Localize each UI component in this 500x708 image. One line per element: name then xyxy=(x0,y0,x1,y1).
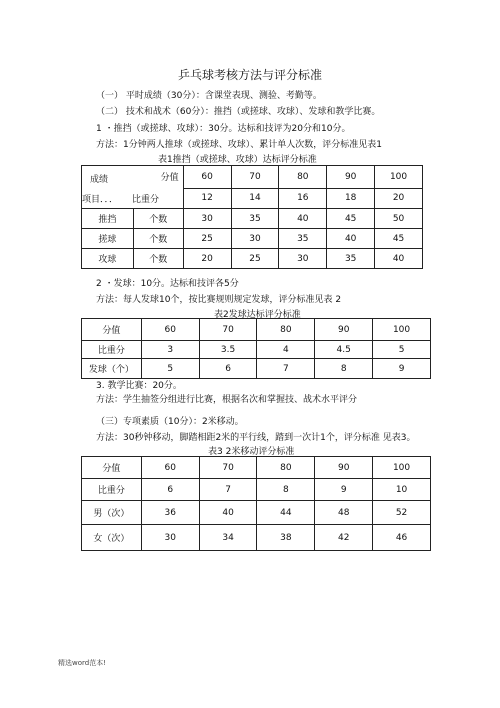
method-serve: 方法：每人发球10个，按比赛规则规定发球，评分标准见表 2 xyxy=(96,295,342,305)
table-cell: 7 xyxy=(199,479,257,501)
footer-note: 精选word范本! xyxy=(58,659,107,667)
table-cell: 6 xyxy=(199,359,257,379)
table-cell: 10 xyxy=(373,479,431,501)
table-cell: 48 xyxy=(315,501,373,525)
table1-score-cell: 70 xyxy=(231,166,279,189)
table-cell: 35 xyxy=(327,249,375,269)
table-row xyxy=(82,457,431,479)
table-cell: 60 xyxy=(141,457,199,479)
row-label: 比重分 xyxy=(82,479,142,501)
table-row xyxy=(82,229,423,249)
table-cell: 30 xyxy=(183,209,231,229)
section-special-fitness: （三）专项素质（10分）：2米移动。 xyxy=(96,417,244,427)
item-serve: 2 ・发球：10分。达标和技评各5分 xyxy=(96,279,239,289)
row-item: 攻球 xyxy=(82,249,134,269)
table-cell: 4.5 xyxy=(315,341,373,359)
table1-weight-cell: 14 xyxy=(231,188,279,208)
table1-score-cell: 80 xyxy=(279,166,327,189)
table-row xyxy=(82,341,431,359)
table-cell: 30 xyxy=(141,525,199,551)
method-push-block: 方法：1分钟两人推球（或搓球、攻球）、累计单人次数，评分标准见表1 xyxy=(96,140,382,150)
table1-weight-cell: 16 xyxy=(279,188,327,208)
section-technique: （二） 技术和战术（60分）：推挡（或搓球、攻球）、发球和教学比赛。 xyxy=(96,107,381,117)
table2-serve-standard xyxy=(81,318,431,379)
table-cell: 70 xyxy=(199,457,257,479)
table1-diagonal-header xyxy=(82,166,184,209)
table-cell: 20 xyxy=(183,249,231,269)
table-cell: 30 xyxy=(279,249,327,269)
table-cell: 3.5 xyxy=(199,341,257,359)
table-cell: 80 xyxy=(257,319,315,341)
table-cell: 9 xyxy=(315,479,373,501)
table-cell: 7 xyxy=(257,359,315,379)
table-cell: 52 xyxy=(373,501,431,525)
row-label: 分值 xyxy=(82,319,142,341)
table-cell: 40 xyxy=(279,209,327,229)
method-teaching-match: 方法：学生抽签分组进行比赛，根据名次和掌握技、战术水平评分 xyxy=(96,395,358,405)
row-unit: 个数 xyxy=(133,229,183,249)
table-cell: 9 xyxy=(373,359,431,379)
table-cell: 40 xyxy=(327,229,375,249)
table-row xyxy=(82,525,431,551)
table1-weight-label: 比重分 xyxy=(132,195,160,205)
table1-score-cell: 90 xyxy=(327,166,375,189)
table1-score-cell: 100 xyxy=(375,166,423,189)
table-cell: 80 xyxy=(257,457,315,479)
table-cell: 35 xyxy=(231,209,279,229)
table-cell: 60 xyxy=(141,319,199,341)
table-cell: 50 xyxy=(375,209,423,229)
table-cell: 38 xyxy=(257,525,315,551)
row-label: 男（次） xyxy=(82,501,142,525)
table-cell: 35 xyxy=(279,229,327,249)
table1-header-top: 成绩 xyxy=(90,175,109,185)
table-cell: 3 xyxy=(141,341,199,359)
table-row xyxy=(82,479,431,501)
table-cell: 44 xyxy=(257,501,315,525)
row-item: 搓球 xyxy=(82,229,134,249)
table-cell: 40 xyxy=(375,249,423,269)
table1-score-cell: 60 xyxy=(183,166,231,189)
table1-weight-cell: 12 xyxy=(183,188,231,208)
table-cell: 25 xyxy=(231,249,279,269)
table1-header-bottom: 项目．．． xyxy=(82,195,119,205)
table-cell: 45 xyxy=(375,229,423,249)
table1-weight-cell: 20 xyxy=(375,188,423,208)
table-cell: 46 xyxy=(373,525,431,551)
table-cell: 90 xyxy=(315,457,373,479)
table-row xyxy=(82,359,431,379)
table-cell: 34 xyxy=(199,525,257,551)
table-cell: 4 xyxy=(257,341,315,359)
table-cell: 5 xyxy=(373,341,431,359)
table-cell: 6 xyxy=(141,479,199,501)
item-teaching-match: 3. 教学比赛：20分。 xyxy=(96,381,182,391)
table-row xyxy=(82,249,423,269)
table1-score-label: 分值 xyxy=(160,173,179,183)
table1-push-block-standard xyxy=(81,165,423,269)
table-cell: 90 xyxy=(315,319,373,341)
table1-caption: 表1推挡（或搓球、攻球）达标评分标准 xyxy=(158,155,317,165)
table3-caption: 表3 2米移动评分标准 xyxy=(208,447,295,457)
row-unit: 个数 xyxy=(133,249,183,269)
row-label: 发球（个） xyxy=(82,359,142,379)
row-label: 比重分 xyxy=(82,341,142,359)
table-cell: 40 xyxy=(199,501,257,525)
row-label: 分值 xyxy=(82,457,142,479)
table-row xyxy=(82,501,431,525)
table-row xyxy=(82,209,423,229)
table-cell: 42 xyxy=(315,525,373,551)
table3-two-meter-move-standard xyxy=(81,456,431,551)
row-item: 推挡 xyxy=(82,209,134,229)
table-cell: 8 xyxy=(315,359,373,379)
row-unit: 个数 xyxy=(133,209,183,229)
table-cell: 5 xyxy=(141,359,199,379)
table-cell: 8 xyxy=(257,479,315,501)
table-cell: 70 xyxy=(199,319,257,341)
table1-weight-cell: 18 xyxy=(327,188,375,208)
table-cell: 30 xyxy=(231,229,279,249)
page-title: 乒乓球考核方法与评分标准 xyxy=(177,68,322,82)
row-label: 女（次） xyxy=(82,525,142,551)
item-push-block: 1 ・推挡（或搓球、攻球）：30分。达标和技评为20分和10分。 xyxy=(96,124,351,134)
table2-caption: 表2发球达标评分标准 xyxy=(214,310,301,320)
table-cell: 100 xyxy=(373,319,431,341)
table-cell: 100 xyxy=(373,457,431,479)
table-cell: 36 xyxy=(141,501,199,525)
table-cell: 45 xyxy=(327,209,375,229)
table-cell: 25 xyxy=(183,229,231,249)
section-daily-score: （一） 平时成绩（30分）：含课堂表现、测验、考勤等。 xyxy=(96,91,322,101)
table-row xyxy=(82,319,431,341)
method-two-meter-move: 方法：30秒钟移动，脚踏相距2米的平行线，踏到一次计1个，评分标准 见表3。 xyxy=(96,433,416,443)
